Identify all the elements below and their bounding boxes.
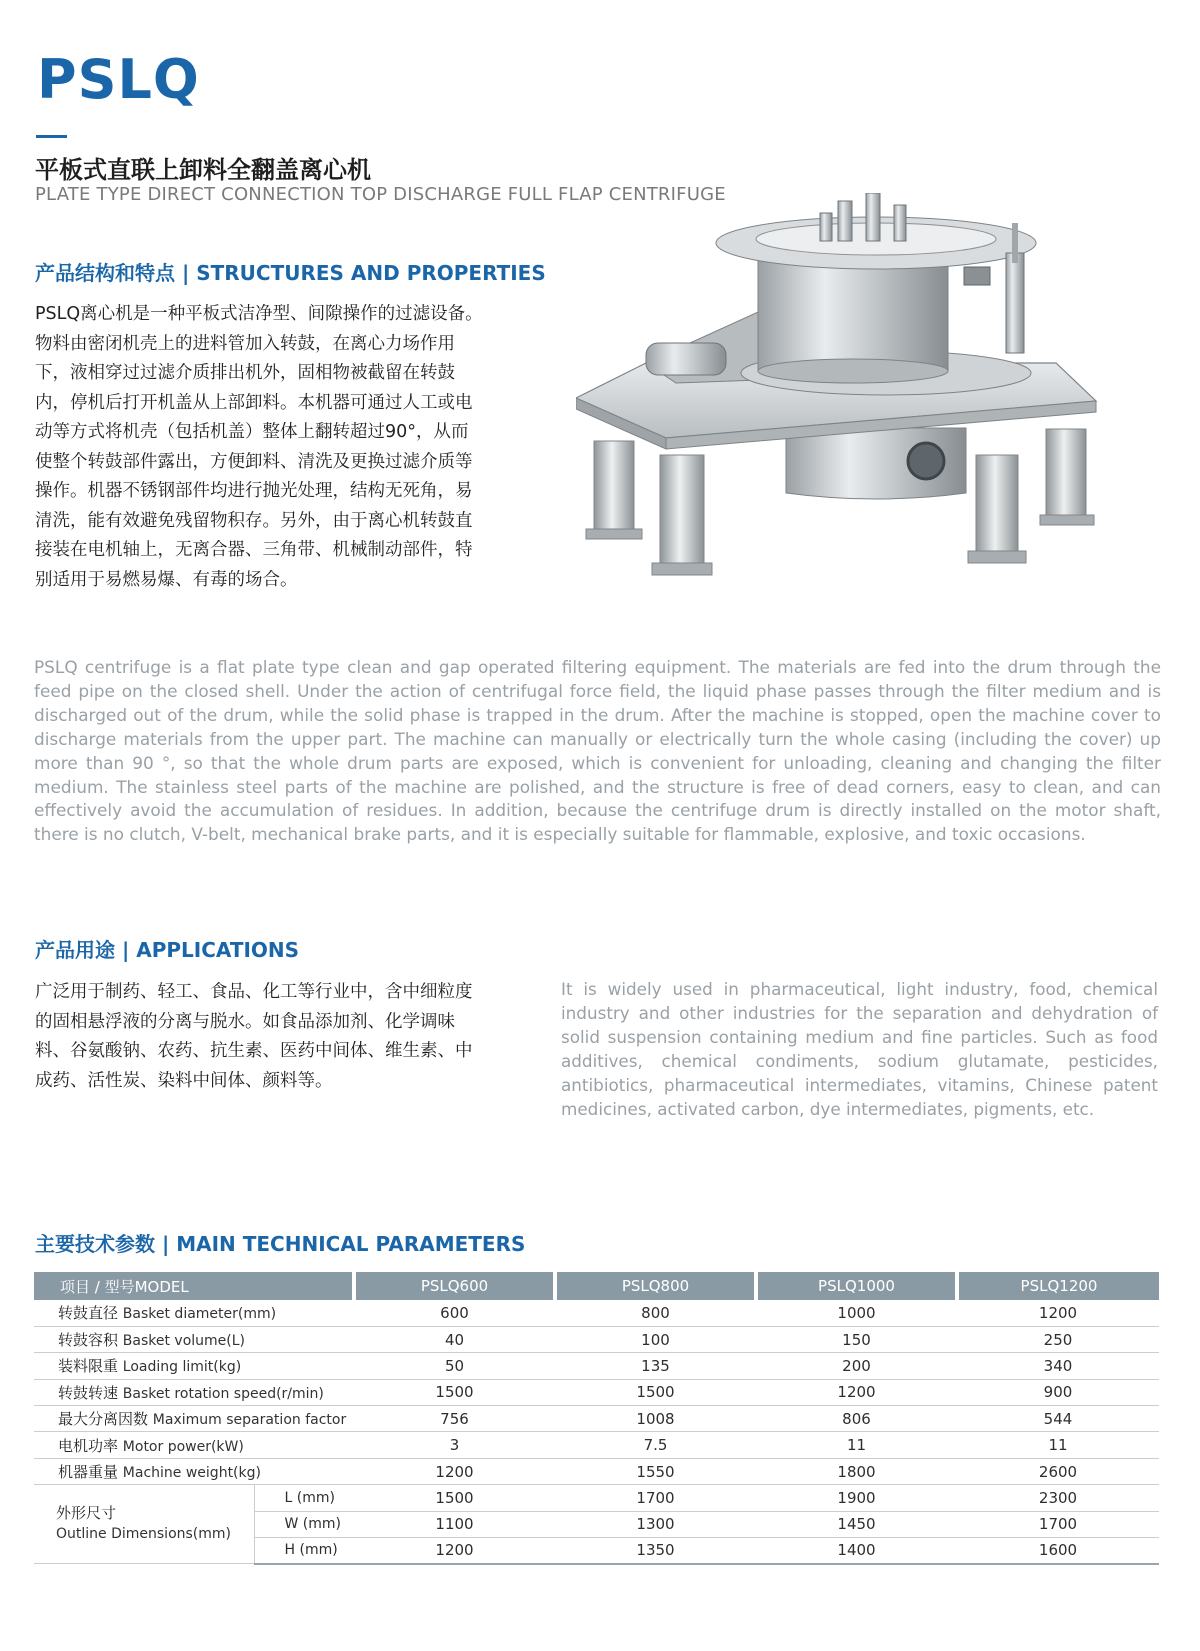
row-label-cn: 转鼓容积 bbox=[58, 1331, 119, 1350]
table-cell: 40 bbox=[354, 1326, 555, 1352]
table-cell: 544 bbox=[957, 1406, 1159, 1432]
centrifuge-image bbox=[576, 193, 1136, 605]
row-label-en: Motor power(kW) bbox=[122, 1438, 244, 1455]
table-cell: 1450 bbox=[756, 1511, 957, 1537]
table-cell: 1700 bbox=[957, 1511, 1159, 1537]
table-cell: 1200 bbox=[354, 1458, 555, 1484]
header-model: PSLQ600 bbox=[354, 1272, 555, 1300]
table-cell: 1500 bbox=[354, 1379, 555, 1405]
row-label bbox=[34, 1406, 354, 1432]
table-cell: 1000 bbox=[756, 1300, 957, 1326]
table-cell: 806 bbox=[756, 1406, 957, 1432]
parameters-table bbox=[34, 1272, 1159, 1565]
table-row bbox=[34, 1300, 1159, 1326]
row-label-cn: 机器重量 bbox=[58, 1463, 119, 1482]
table-cell: 3 bbox=[354, 1432, 555, 1458]
table-cell: 1600 bbox=[957, 1538, 1159, 1564]
header-model: PSLQ800 bbox=[555, 1272, 756, 1300]
table-cell: 1200 bbox=[957, 1300, 1159, 1326]
row-label bbox=[34, 1353, 354, 1379]
product-title-cn: 平板式直联上卸料全翻盖离心机 bbox=[35, 156, 371, 184]
table-cell: 2600 bbox=[957, 1458, 1159, 1484]
parameters-heading: 主要技术参数 | MAIN TECHNICAL PARAMETERS bbox=[35, 1232, 526, 1256]
table-row bbox=[34, 1458, 1159, 1484]
table-row bbox=[34, 1326, 1159, 1352]
applications-text-en: It is widely used in pharmaceutical, light industry, food, chemical industry and other industries for the separation and dehydration of solid suspension containing medium and fine particles. Such as food additives, chemical condiments, sodium glutamate, pesticides, antibiotics, pharmaceutical intermediates, vitamins, Chinese patent medicines, activated carbon, dye intermediates, pigments, etc. bbox=[561, 979, 1158, 1119]
table-cell: 50 bbox=[354, 1353, 555, 1379]
table-cell: 150 bbox=[756, 1326, 957, 1352]
table-cell: 1500 bbox=[555, 1379, 756, 1405]
table-cell: 11 bbox=[957, 1432, 1159, 1458]
table-cell: 600 bbox=[354, 1300, 555, 1326]
header-model: PSLQ1000 bbox=[756, 1272, 957, 1300]
table-row bbox=[34, 1406, 1159, 1432]
row-label-cn: 最大分离因数 bbox=[58, 1410, 149, 1429]
table-cell: 1350 bbox=[555, 1538, 756, 1564]
table-cell: 800 bbox=[555, 1300, 756, 1326]
table-cell: 1800 bbox=[756, 1458, 957, 1484]
dimension-sub-label: H (mm) bbox=[254, 1538, 354, 1564]
table-row bbox=[34, 1485, 1159, 1511]
row-label-en: Basket rotation speed(r/min) bbox=[122, 1385, 324, 1402]
applications-heading: 产品用途 | APPLICATIONS bbox=[35, 938, 300, 962]
dimensions-label-en: Outline Dimensions(mm) bbox=[56, 1526, 232, 1543]
table-cell: 250 bbox=[957, 1326, 1159, 1352]
row-label-en: Basket volume(L) bbox=[122, 1333, 246, 1350]
structures-heading: 产品结构和特点 | STRUCTURES AND PROPERTIES bbox=[35, 261, 546, 285]
table-cell: 135 bbox=[555, 1353, 756, 1379]
product-title-en: PLATE TYPE DIRECT CONNECTION TOP DISCHARGE FULL FLAP CENTRIFUGE bbox=[35, 184, 726, 205]
table-row bbox=[34, 1353, 1159, 1379]
row-label bbox=[34, 1379, 354, 1405]
table-cell: 1200 bbox=[354, 1538, 555, 1564]
header-model: PSLQ1200 bbox=[957, 1272, 1159, 1300]
row-label-cn: 电机功率 bbox=[58, 1436, 119, 1455]
row-label-en: Loading limit(kg) bbox=[122, 1359, 242, 1376]
row-label-en: Maximum separation factor bbox=[152, 1412, 347, 1429]
row-label-en: Basket diameter(mm) bbox=[122, 1306, 277, 1323]
structures-text-cn: PSLQ离心机是一种平板式洁净型、间隙操作的过滤设备。物料由密闭机壳上的进料管加入转鼓，在离心力场作用下，液相穿过过滤介质排出机外，固相物被截留在转鼓内，停机后打开机盖从上部卸料。本机器可通过人工或电动等方式将机壳（包括机盖）整体上翻转超过90°，从而使整个转鼓部件露出，方便卸料、清洗及更换过滤介质等操作。机器不锈钢部件均进行抛光处理，结构无死角，易清洗，能有效避免残留物积存。另外，由于离心机转鼓直接装在电机轴上，无离合器、三角带、机械制动部件，特别适用于易燃易爆、有毒的场合。 bbox=[35, 304, 483, 590]
table-cell: 1008 bbox=[555, 1406, 756, 1432]
table-row bbox=[34, 1379, 1159, 1405]
table-cell: 1900 bbox=[756, 1485, 957, 1511]
table-cell: 1700 bbox=[555, 1485, 756, 1511]
header-label: 项目 / 型号MODEL bbox=[34, 1272, 354, 1300]
row-label-cn: 装料限重 bbox=[58, 1357, 119, 1376]
table-cell: 7.5 bbox=[555, 1432, 756, 1458]
table-cell: 900 bbox=[957, 1379, 1159, 1405]
dimensions-label-cn: 外形尺寸 bbox=[56, 1504, 117, 1523]
table-cell: 2300 bbox=[957, 1485, 1159, 1511]
row-label bbox=[34, 1458, 354, 1484]
table-cell: 756 bbox=[354, 1406, 555, 1432]
applications-text-cn: 广泛用于制药、轻工、食品、化工等行业中，含中细粒度的固相悬浮液的分离与脱水。如食品添加剂、化学调味料、谷氨酸钠、农药、抗生素、医药中间体、维生素、中成药、活性炭、染料中间体、颜料等。 bbox=[35, 982, 473, 1091]
brand-title: PSLQ bbox=[37, 48, 200, 111]
table-cell: 1300 bbox=[555, 1511, 756, 1537]
table-cell: 340 bbox=[957, 1353, 1159, 1379]
dimension-sub-label: W (mm) bbox=[254, 1511, 354, 1537]
dimensions-label bbox=[34, 1485, 254, 1564]
row-label bbox=[34, 1326, 354, 1352]
table-cell: 1500 bbox=[354, 1485, 555, 1511]
table-cell: 1200 bbox=[756, 1379, 957, 1405]
dimension-sub-label: L (mm) bbox=[254, 1485, 354, 1511]
table-cell: 100 bbox=[555, 1326, 756, 1352]
table-row bbox=[34, 1432, 1159, 1458]
table-cell: 1550 bbox=[555, 1458, 756, 1484]
table-cell: 200 bbox=[756, 1353, 957, 1379]
structures-text-en: PSLQ centrifuge is a flat plate type clean and gap operated filtering equipment. The materials are fed into the drum through the feed pipe on the closed shell. Under the action of centrifugal force field, the liquid phase passes through the filter medium and is discharged out of the drum, while the solid phase is trapped in the drum. After the machine is stopped, open the machine cover to discharge materials from the upper part. The machine can manually or electrically turn the whole casing (including the cover) up more than 90 °, so that the whole drum parts are exposed, which is convenient for unloading, cleaning and changing the filter medium. The stainless steel parts of the machine are polished, and the structure is free of dead corners, easy to clean, and can effectively avoid the accumulation of residues. In addition, because the centrifuge drum is directly installed on the motor shaft, there is no clutch, V-belt, mechanical brake parts, and it is especially suitable for flammable, explosive, and toxic occasions. bbox=[34, 657, 1161, 845]
row-label bbox=[34, 1432, 354, 1458]
row-label-cn: 转鼓直径 bbox=[58, 1304, 119, 1323]
table-cell: 1100 bbox=[354, 1511, 555, 1537]
table-cell: 1400 bbox=[756, 1538, 957, 1564]
title-accent-rule bbox=[36, 135, 67, 138]
table-cell: 11 bbox=[756, 1432, 957, 1458]
row-label-en: Machine weight(kg) bbox=[122, 1465, 261, 1482]
table-header-row bbox=[34, 1272, 1159, 1300]
row-label-cn: 转鼓转速 bbox=[58, 1383, 119, 1402]
row-label bbox=[34, 1300, 354, 1326]
